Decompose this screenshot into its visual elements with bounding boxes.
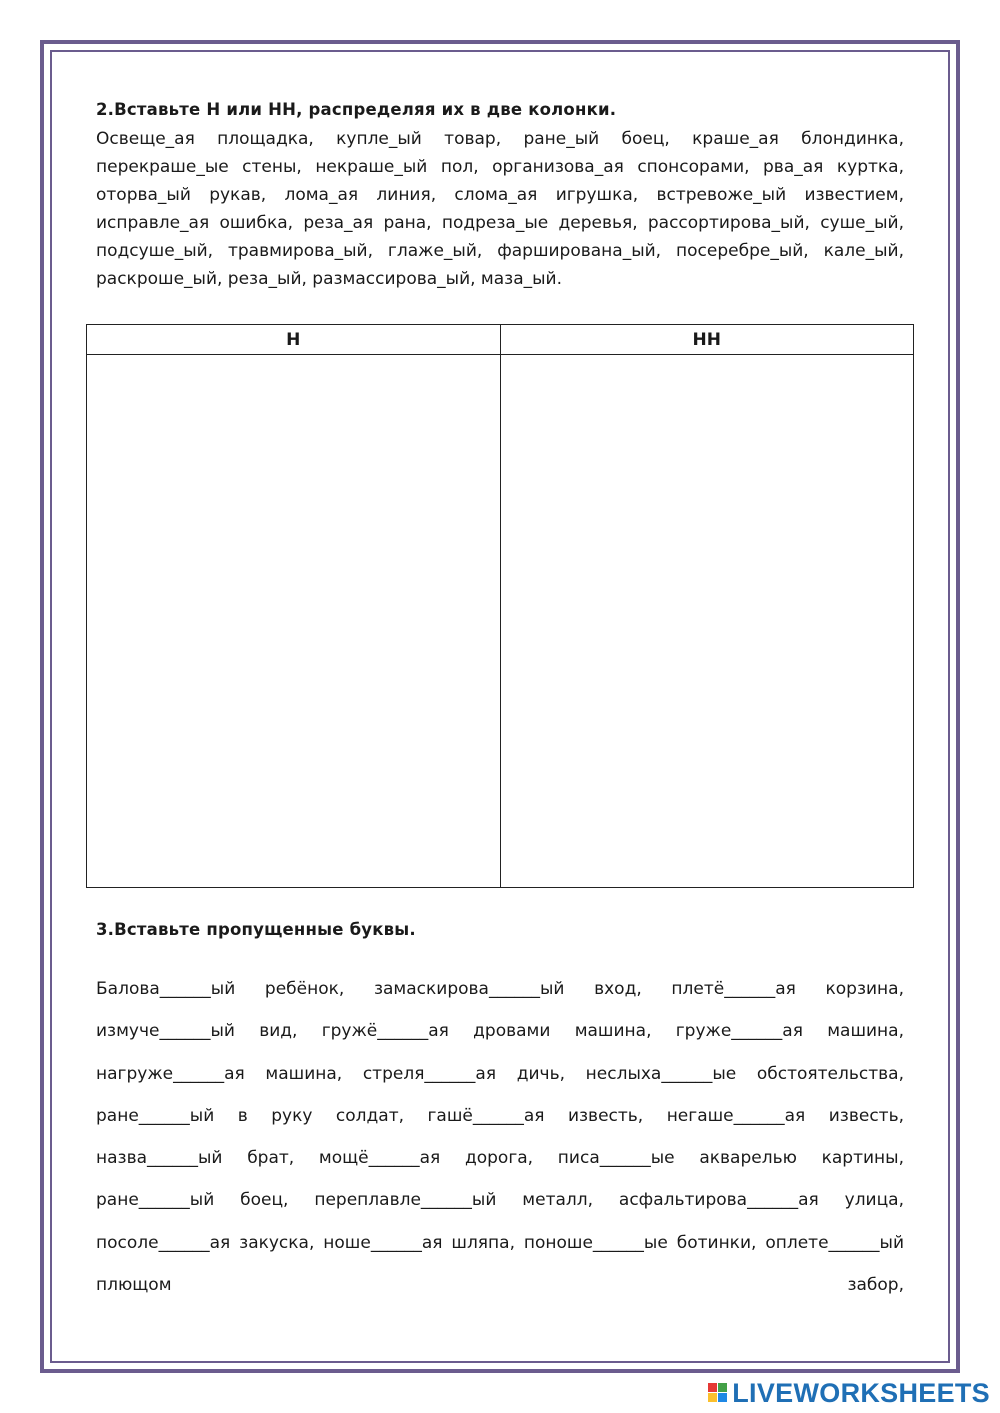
task-2-section <box>96 100 904 293</box>
task-2-title: 2.Вставьте Н или НН, распределяя их в две колонки. <box>96 100 617 119</box>
task-3-text: Балова______ый ребёнок, замаскирова______ый вход, плетё______ая корзина, измуче______ый вид, гружё______ая дровами машина, груже______ая машина, нагруже______ая машина, стреля______ая дичь, неслыха______ые обстоятельства, ране______ый в руку солдат, гашё______ая известь, негаше______ая известь, назва______ый брат, мощё______ая дорога, писа______ые акварелью картины, ране______ый боец, переплавле______ый металл, асфальтирова______ая улица, посоле______ая закуска, ноше______ая шляпа, поноше______ые ботинки, оплете______ый плющом забор, <box>96 979 904 1296</box>
task-3-section <box>96 920 904 1306</box>
answer-table <box>86 324 914 888</box>
answer-cell-n[interactable] <box>87 355 501 888</box>
liveworksheets-logo-icon <box>708 1383 728 1403</box>
liveworksheets-logo <box>708 1378 990 1408</box>
logo-text: LIVEWORKSHEETS <box>732 1377 990 1408</box>
column-header-n: Н <box>87 325 501 355</box>
answer-cell-nn[interactable] <box>500 355 914 888</box>
task-3-title: 3.Вставьте пропущенные буквы. <box>96 920 416 939</box>
column-header-nn: НН <box>500 325 914 355</box>
task-2-text: Освеще_ая площадка, купле_ый товар, ране_ый боец, краше_ая блондинка, перекраше_ые стены, некраше_ый пол, организова_ая спонсорами, рва_ая куртка, оторва_ый рукав, лома_ая линия, слома_ая игрушка, встревоже_ый известием, исправле_ая ошибка, реза_ая рана, подреза_ые деревья, рассортирова_ый, суше_ый, подсуше_ый, травмирова_ый, глаже_ый, фаршированa_ый, посеребре_ый, кале_ый, раскроше_ый, реза_ый, размассирова_ый, маза_ый. <box>96 129 904 289</box>
